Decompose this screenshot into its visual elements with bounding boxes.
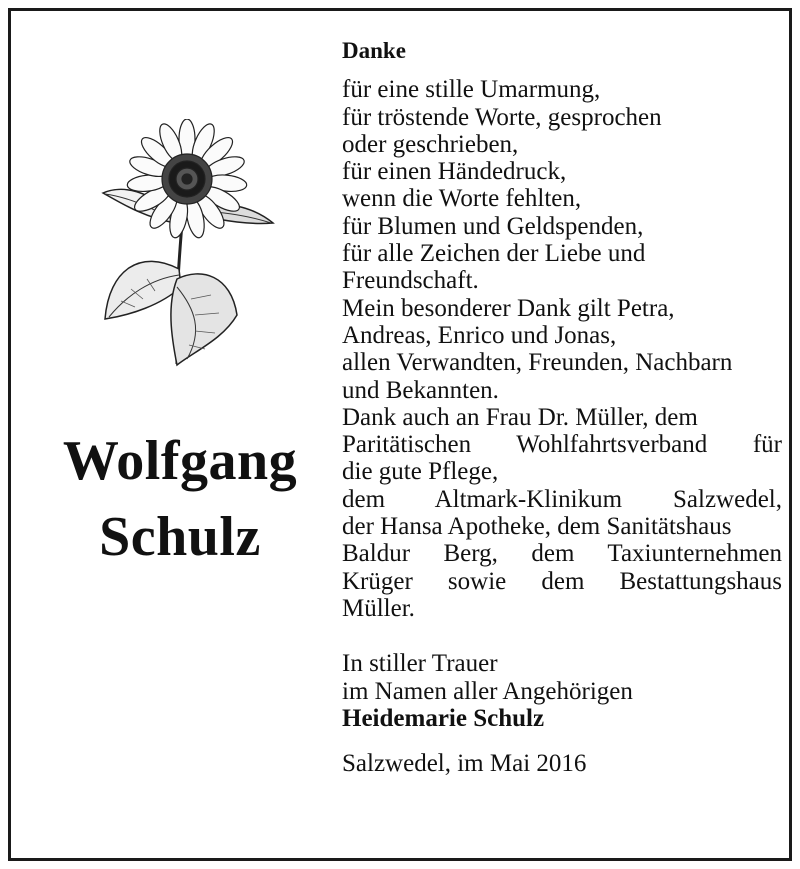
notice-line: für tröstende Worte, gesprochen <box>342 103 662 131</box>
notice-line: oder geschrieben, <box>342 130 519 158</box>
notice-line: für Blumen und Geldspenden, <box>342 212 644 240</box>
notice-line: Müller. <box>342 594 415 622</box>
sunflower-icon <box>91 119 281 369</box>
notice-line: Dank auch an Frau Dr. Müller, dem <box>342 403 698 431</box>
notice-line: für einen Händedruck, <box>342 158 567 186</box>
notice-line: allen Verwandten, Freunden, Nachbarn <box>342 349 733 377</box>
notice-line: für alle Zeichen der Liebe und <box>342 240 646 268</box>
notice-line: für eine stille Umarmung, <box>342 76 601 104</box>
deceased-last-name: Schulz <box>99 506 261 568</box>
place-date: Salzwedel, im Mai 2016 <box>342 750 587 778</box>
notice-line: Mein besonderer Dank gilt Petra, <box>342 294 675 322</box>
notice-line: dem Altmark-Klinikum Salzwedel, <box>342 485 782 513</box>
notice-line: Andreas, Enrico und Jonas, <box>342 321 617 349</box>
notice-line: Paritätischen Wohlfahrtsverband für <box>342 431 782 459</box>
signer-name: Heidemarie Schulz <box>342 704 545 732</box>
closing-line-2: im Namen aller Angehörigen <box>342 677 633 705</box>
notice-line: Krüger sowie dem Bestattungshaus <box>342 567 782 595</box>
notice-heading: Danke <box>342 38 406 63</box>
notice-line: Baldur Berg, dem Taxiunternehmen <box>342 540 782 568</box>
closing-line-1: In stiller Trauer <box>342 650 498 678</box>
notice-line: und Bekannten. <box>342 376 499 404</box>
notice-text <box>342 37 782 777</box>
notice-line: der Hansa Apotheke, dem Sanitätshaus <box>342 513 732 541</box>
left-column <box>11 11 341 858</box>
notice-line: die gute Pflege, <box>342 458 499 486</box>
deceased-first-name: Wolfgang <box>62 430 298 492</box>
notice-frame <box>8 8 792 861</box>
notice-line: wenn die Worte fehlten, <box>342 185 582 213</box>
notice-line: Freundschaft. <box>342 267 479 295</box>
